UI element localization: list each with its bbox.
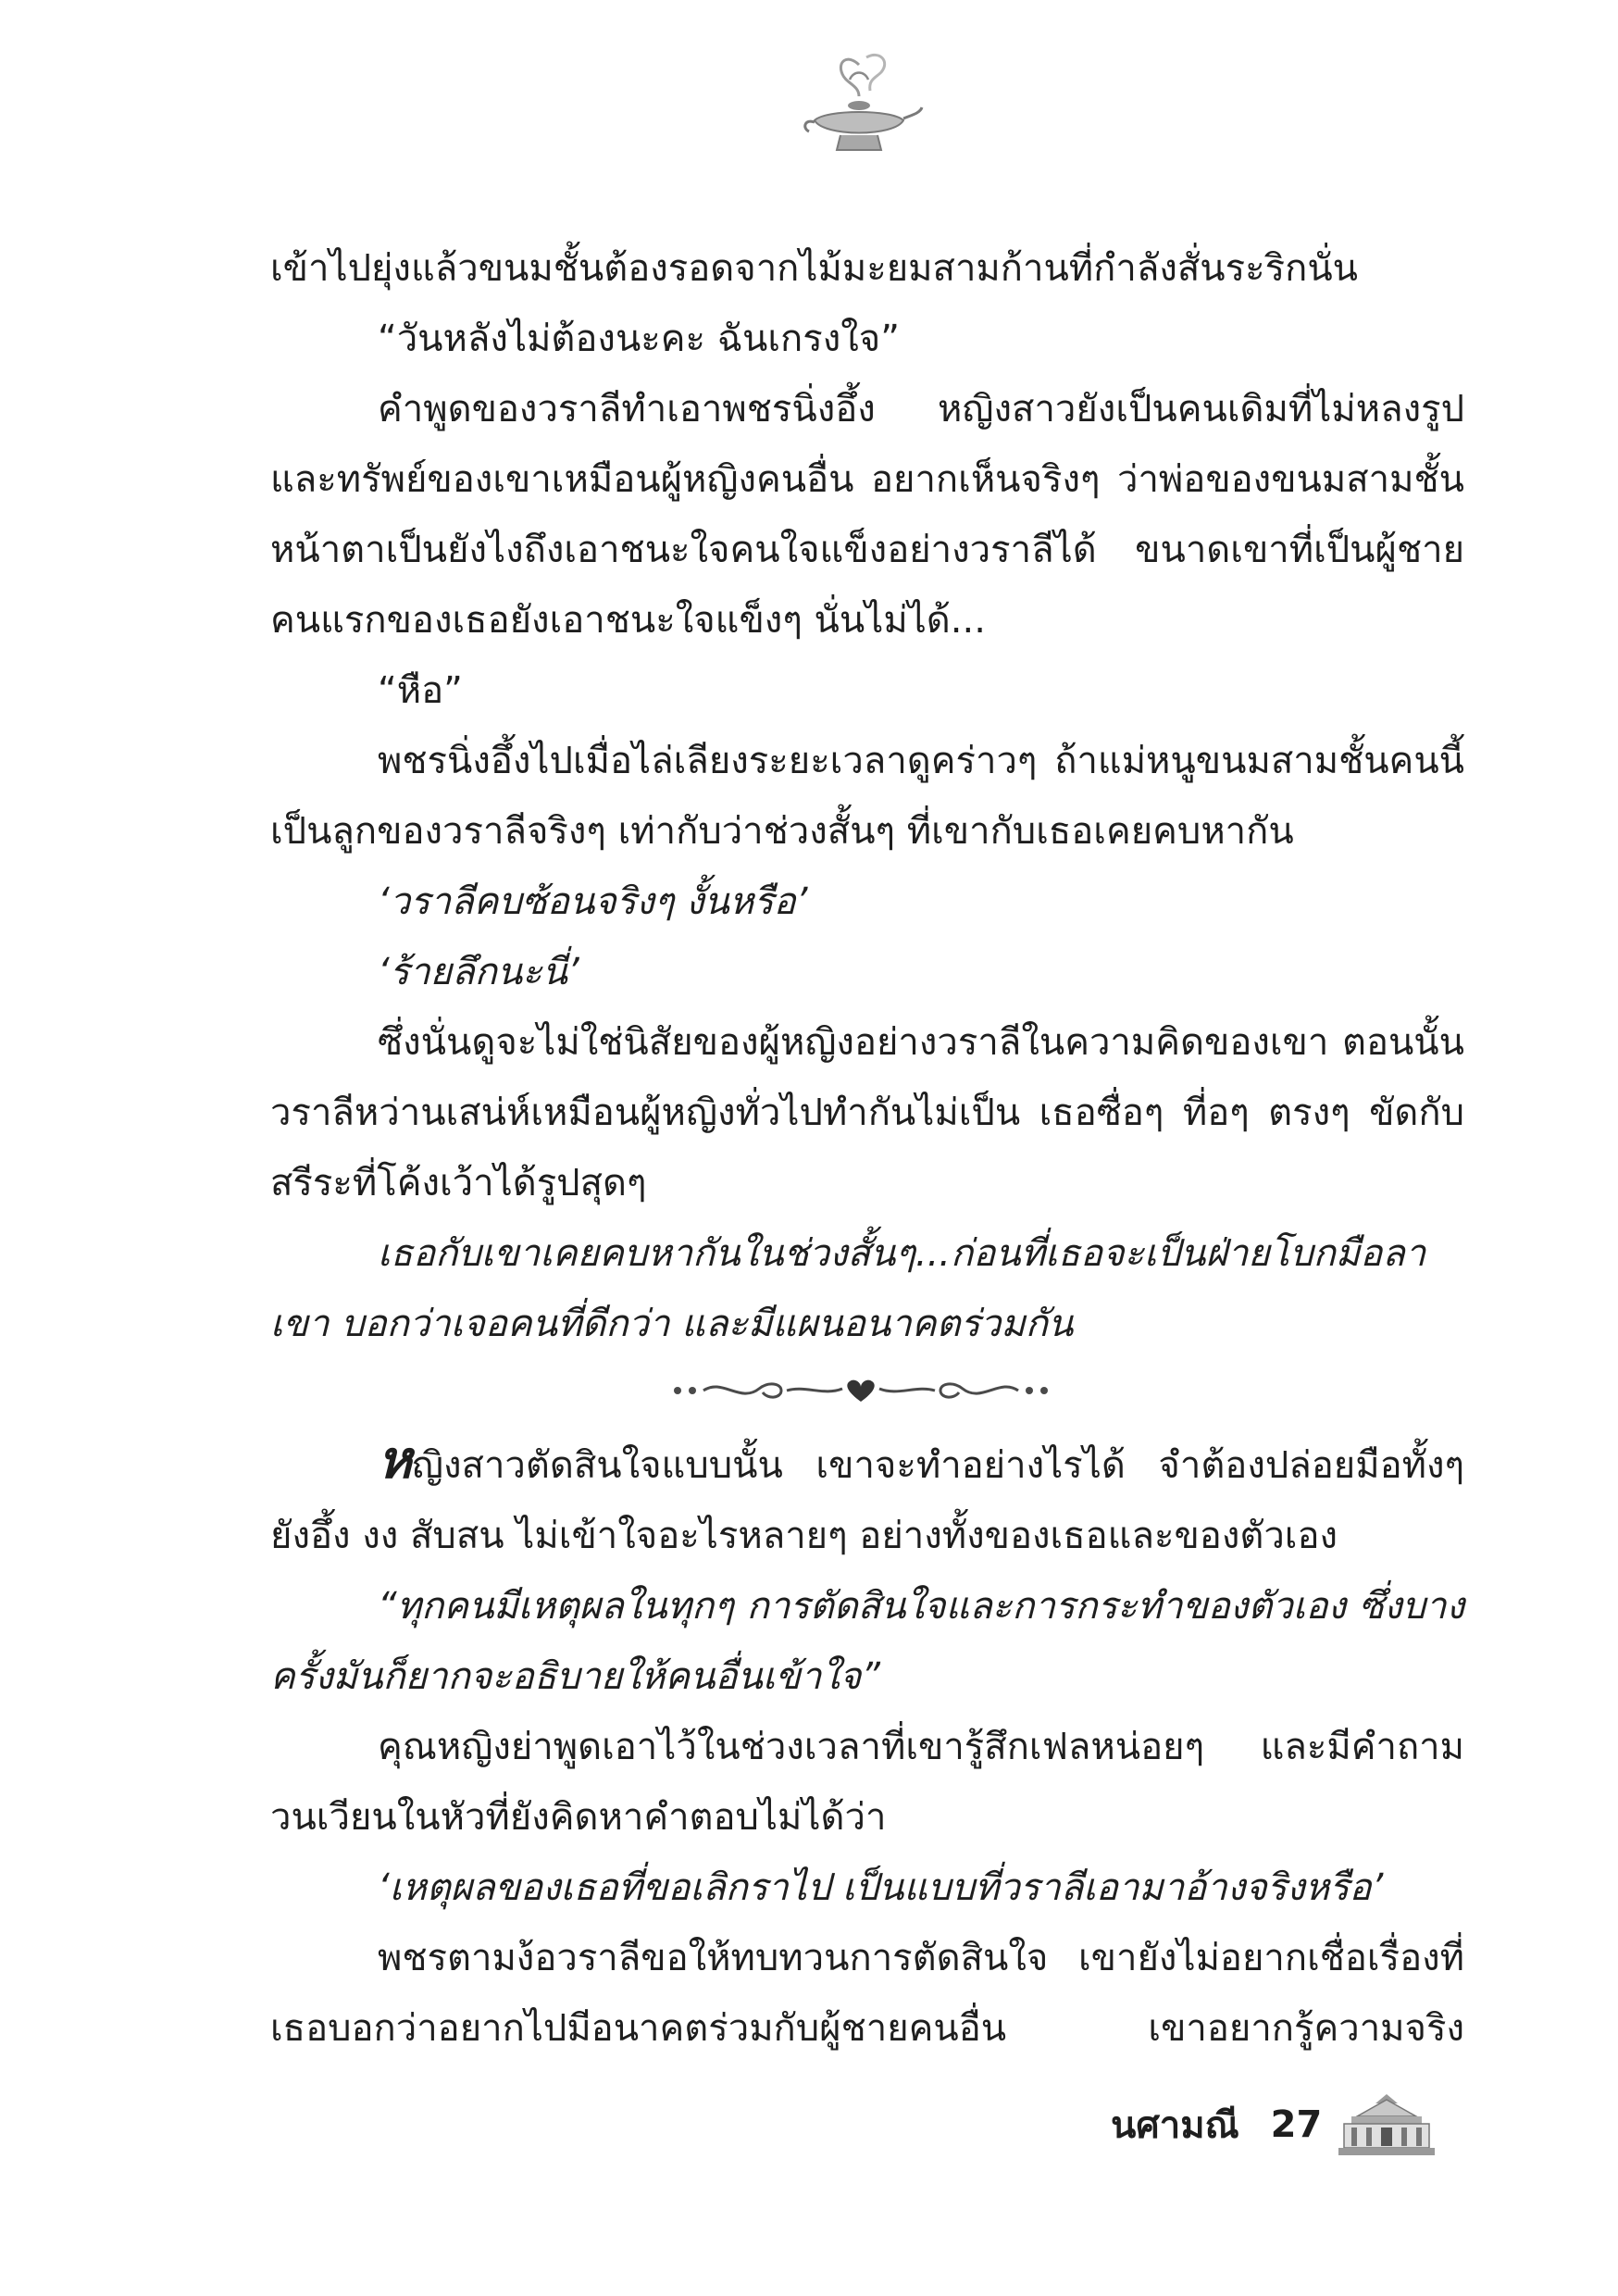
- paragraph-text: ซึ่งนั่นดูจะไม่ใช่นิสัยของผู้หญิงอย่างวราลีในความคิดของเขา ตอนนั้นวราลีหว่านเสน่ห์เหมือนผู้หญิงทั่วไปทำกันไม่เป็น เธอซื่อๆ ที่อๆ ตรงๆ ขัดกับสรีระที่โค้งเว้าได้รูปสุดๆ: [270, 1021, 1464, 1204]
- page-number: 27: [1270, 2103, 1323, 2146]
- bottom-paragraph: [270, 1923, 1464, 2064]
- paragraph-text: ‘เหตุผลของเธอที่ขอเลิกราไป เป็นแบบที่วราลีเอามาอ้างจริงหรือ’: [378, 1866, 1384, 1909]
- bottom-paragraph: [270, 1426, 1464, 1571]
- paragraph-text: ‘ร้ายลึกนะนี่’: [378, 951, 579, 993]
- genie-lamp-icon: [794, 48, 924, 159]
- top-paragraph: [270, 867, 1464, 937]
- paragraph-text: เธอกับเขาเคยคบหากันในช่วงสั้นๆ...ก่อนที่เธอจะเป็นฝ่ายโบกมือลาเขา บอกว่าเจอคนที่ดีกว่า และมีแผนอนาคตร่วมกัน: [270, 1232, 1426, 1345]
- paragraph-text: คุณหญิงย่าพูดเอาไว้ในช่วงเวลาที่เขารู้สึกเฟลหน่อยๆ และมีคำถามวนเวียนในหัวที่ยังคิดหาคำตอบไม่ได้ว่า: [270, 1726, 1464, 1839]
- paragraph-text: ญิงสาวตัดสินใจแบบนั้น เขาจะทำอย่างไรได้ จำต้องปล่อยมือทั้งๆ ยังอึ้ง งง สับสน ไม่เข้าใจอะไรหลายๆ อย่างทั้งของเธอและของตัวเอง: [270, 1444, 1464, 1557]
- body-text-bottom: [270, 1426, 1464, 2064]
- footer-book-title: นศามณี: [1111, 2104, 1239, 2147]
- top-paragraph: [270, 233, 1464, 304]
- page-footer: [1111, 2092, 1435, 2157]
- top-paragraph: [270, 1218, 1464, 1359]
- bottom-paragraph: [270, 1853, 1464, 1923]
- top-paragraph: [270, 937, 1464, 1007]
- palace-icon: [1338, 2092, 1435, 2157]
- top-paragraph: [270, 655, 1464, 726]
- paragraph-text: เข้าไปยุ่งแล้วขนมชั้นต้องรอดจากไม้มะยมสามก้านที่กำลังสั่นระริกนั่น: [270, 247, 1358, 290]
- paragraph-text: “หือ”: [378, 669, 463, 712]
- paragraph-text: คำพูดของวราลีทำเอาพชรนิ่งอึ้ง หญิงสาวยังเป็นคนเดิมที่ไม่หลงรูปและทรัพย์ของเขาเหมือนผู้หญิงคนอื่น อยากเห็นจริงๆ ว่าพ่อของขนมสามชั้นหน้าตาเป็นยังไงถึงเอาชนะใจคนใจแข็งอย่างวราลีได้ ขนาดเขาที่เป็นผู้ชายคนแรกของเธอยังเอาชนะใจแข็งๆ นั่นไม่ได้...: [270, 388, 1464, 642]
- bottom-paragraph: [270, 1712, 1464, 1853]
- drop-cap: ห: [378, 1430, 412, 1491]
- top-paragraph: [270, 726, 1464, 867]
- paragraph-text: ‘วราลีคบซ้อนจริงๆ งั้นหรือ’: [378, 880, 808, 923]
- bottom-paragraph: [270, 1571, 1464, 1712]
- paragraph-text: พชรนิ่งอึ้งไปเมื่อไล่เลียงระยะเวลาดูคร่าวๆ ถ้าแม่หนูขนมสามชั้นคนนี้เป็นลูกของวราลีจริงๆ เท่ากับว่าช่วงสั้นๆ ที่เขากับเธอเคยคบหากัน: [270, 740, 1464, 853]
- paragraph-text: “ทุกคนมีเหตุผลในทุกๆ การตัดสินใจและการกระทำของตัวเอง ซึ่งบางครั้งมันก็ยากจะอธิบายให้คนอื่นเข้าใจ”: [270, 1585, 1464, 1698]
- top-paragraph: [270, 1007, 1464, 1218]
- top-paragraph: [270, 304, 1464, 374]
- paragraph-text: พชรตามง้อวราลีขอให้ทบทวนการตัดสินใจ เขายังไม่อยากเชื่อเรื่องที่เธอบอกว่าอยากไปมีอนาคตร่วมกับผู้ชายคนอื่น เขาอยากรู้ความจริง: [270, 1937, 1464, 2050]
- heart-flourish-divider-icon: [666, 1368, 1055, 1409]
- top-paragraph: [270, 374, 1464, 655]
- body-text-top: [270, 233, 1464, 1359]
- paragraph-text: “วันหลังไม่ต้องนะคะ ฉันเกรงใจ”: [378, 318, 900, 360]
